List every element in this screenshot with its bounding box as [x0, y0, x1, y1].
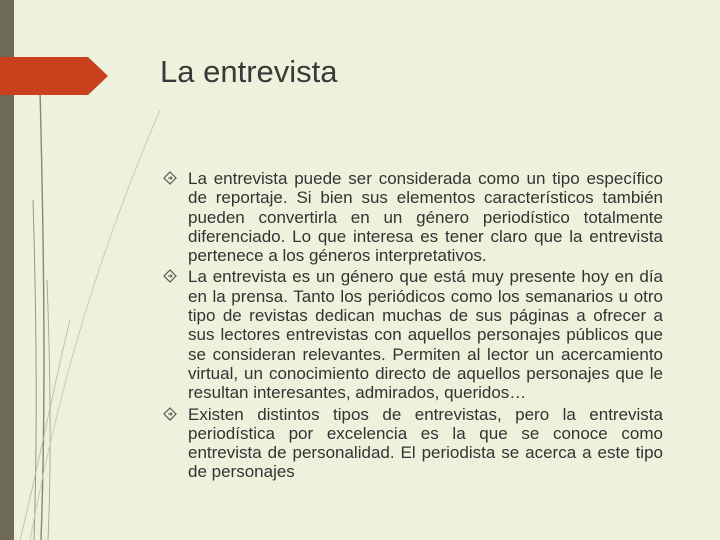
bullet-item — [163, 267, 663, 402]
diamond-arrow-icon — [163, 407, 177, 421]
bullet-item — [163, 169, 663, 265]
bullet-list — [163, 169, 663, 484]
slide-title: La entrevista — [160, 54, 338, 89]
bullet-text: La entrevista puede ser considerada como un tipo específico de reportaje. Si bien sus elementos característicos también pueden convertirla en un género periodístico totalmente diferenciado. Lo que interesa es tener claro que la entrevista pertenece a los géneros interpretativos. — [188, 169, 663, 266]
bullet-text: Existen distintos tipos de entrevistas, pero la entrevista periodística por excelencia es la que se conoce como entrevista de personalidad. El periodista se acerca a este tipo de personajes — [188, 404, 663, 482]
diamond-arrow-icon — [163, 171, 177, 185]
bullet-item — [163, 405, 663, 482]
bullet-text: La entrevista es un género que está muy presente hoy en día en la prensa. Tanto los periódicos como los semanarios u otro tipo de revistas dedican muchas de sus páginas a ofrecer a sus lectores entrevistas con aquellos personajes públicos que se consideran relevantes. Permiten al lector un acercamiento virtual, un conocimiento directo de aquellos personajes que le resultan interesantes, admirados, queridos… — [188, 267, 663, 403]
diamond-arrow-icon — [163, 269, 177, 283]
title-accent-tab — [0, 57, 110, 95]
